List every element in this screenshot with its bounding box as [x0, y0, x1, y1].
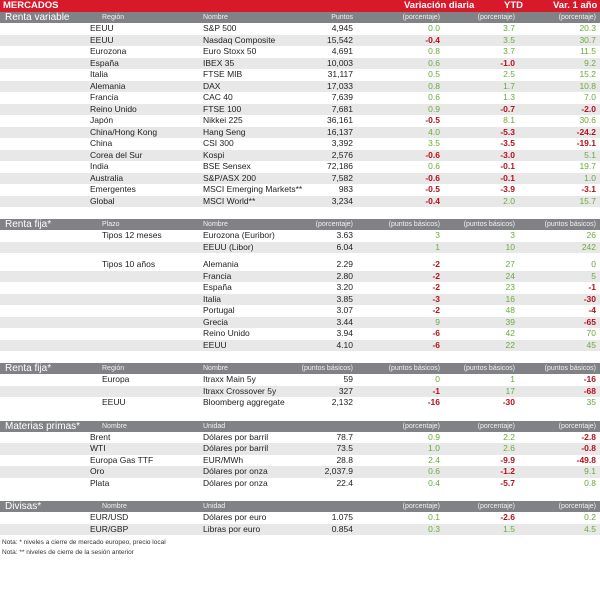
row-ytd-change: -3.9 [500, 184, 515, 194]
row-ytd-change: 23 [505, 282, 515, 292]
row-year-change: -16 [583, 374, 596, 384]
row-ytd-change: 17 [505, 385, 515, 396]
row-value: 983 [338, 184, 353, 194]
section-title: Renta fija* [5, 219, 52, 230]
row-name: FTSE 100 [203, 103, 242, 114]
row-value: 2.80 [336, 270, 353, 281]
row-value: 2.29 [336, 259, 353, 269]
row-ytd-change: 2.0 [503, 195, 515, 206]
row-daily-change: 4.0 [428, 126, 440, 137]
row-ytd-change: 10 [505, 241, 515, 252]
row-region: Europa Gas TTF [90, 454, 154, 465]
row-value: 17,033 [327, 80, 353, 91]
table-row [0, 374, 600, 386]
row-year-change: -49.8 [576, 454, 596, 465]
row-daily-change: -16 [427, 397, 440, 407]
column-header-ytd: (porcentaje) [477, 14, 515, 21]
row-region: Francia [90, 92, 119, 102]
row-value: 73.5 [336, 443, 353, 453]
row-region: Oro [90, 466, 105, 476]
row-value: 3.94 [336, 328, 353, 338]
row-ytd-change: 22 [505, 339, 515, 350]
row-daily-change: 0 [435, 374, 440, 384]
column-header-ytd: (porcentaje) [477, 503, 515, 510]
table-row [0, 305, 600, 317]
row-region: Emergentes [90, 184, 136, 194]
row-ytd-change: -0.7 [500, 103, 515, 114]
footnote: Nota: ** niveles de cierre de la sesión anterior [2, 549, 134, 556]
row-name: S&P 500 [203, 23, 237, 33]
row-name: Dólares por onza [203, 477, 268, 488]
row-region: Italia [90, 69, 108, 79]
row-value: 4,945 [331, 23, 353, 33]
row-region: India [90, 161, 109, 171]
column-header-daily: (porcentaje) [402, 422, 440, 430]
row-daily-change: -3 [432, 293, 440, 304]
row-region: China [90, 138, 113, 148]
table-row [0, 271, 600, 283]
row-ytd-change: 2.2 [503, 431, 515, 442]
row-ytd-change: -30 [502, 397, 515, 407]
table-row [0, 512, 600, 524]
column-header-name: Nombre [203, 365, 228, 372]
table-row [0, 443, 600, 455]
col-daily-header: Variación diaria [404, 0, 475, 11]
row-year-change: 15.2 [579, 69, 596, 79]
row-name: Libras por euro [203, 523, 261, 534]
row-year-change: 0 [591, 259, 596, 269]
column-header-region: Región [102, 14, 125, 21]
row-year-change: -2.0 [581, 103, 596, 114]
column-header-region: Nombre [102, 422, 127, 430]
row-ytd-change: 39 [505, 316, 515, 327]
section-header-equity [0, 12, 600, 23]
section-title: Divisas* [5, 501, 42, 512]
row-name: DAX [203, 80, 221, 91]
row-name: Bloomberg aggregate [203, 397, 285, 407]
column-header-region: Nombre [102, 503, 127, 510]
row-ytd-change: -0.1 [500, 161, 515, 171]
table-row [0, 386, 600, 398]
row-daily-change: 0.4 [428, 477, 440, 488]
footnote: Nota: * niveles a cierre de mercado europeo, precio local [2, 539, 166, 546]
table-row [0, 184, 600, 196]
column-header-name: Unidad [203, 503, 226, 510]
row-region: EEUU [90, 34, 114, 45]
row-region: EEUU [90, 23, 114, 33]
row-name: Eurozona (Euribor) [203, 230, 275, 240]
table-row [0, 282, 600, 294]
row-value: 3,392 [331, 138, 353, 148]
col-ytd-header: YTD [504, 0, 523, 11]
row-region: Eurozona [90, 46, 127, 56]
column-header-daily: (puntos básicos) [388, 365, 440, 372]
row-value: 3.44 [336, 316, 353, 327]
row-name: IBEX 35 [203, 57, 235, 68]
row-value: 10,003 [327, 57, 353, 68]
row-ytd-change: -5.7 [500, 477, 515, 488]
row-region: Australia [90, 172, 124, 183]
row-daily-change: 0.9 [428, 103, 440, 114]
table-row [0, 478, 600, 490]
row-region: Japón [90, 115, 114, 125]
section-spacer [0, 207, 600, 219]
row-year-change: -2.8 [581, 431, 596, 442]
section-title: Materias primas* [5, 420, 81, 432]
row-ytd-change: -2.6 [500, 512, 515, 522]
row-region: España [90, 57, 119, 68]
row-ytd-change: -1.0 [500, 57, 515, 68]
row-year-change: -19.1 [576, 138, 596, 148]
row-year-change: 0.2 [584, 512, 596, 522]
row-name: S&P/ASX 200 [203, 172, 256, 183]
section-header-fixed-income-credit [0, 363, 600, 374]
row-daily-change: 0.5 [428, 69, 440, 79]
row-name: Dólares por onza [203, 466, 268, 476]
section-title: Renta fija* [5, 363, 52, 374]
row-region: Reino Unido [90, 103, 137, 114]
column-header-ytd: (puntos básicos) [463, 365, 515, 372]
row-name: Francia [203, 270, 232, 281]
row-year-change: 5 [591, 270, 596, 281]
column-header-daily: (puntos básicos) [388, 221, 440, 228]
section-title: Renta variable [5, 12, 70, 23]
row-daily-change: 0.1 [428, 512, 440, 522]
row-region: Tipos 12 meses [102, 230, 162, 240]
column-header-ytd: (porcentaje) [477, 422, 515, 430]
row-ytd-change: 3.7 [503, 23, 515, 33]
row-region: Alemania [90, 80, 126, 91]
row-ytd-change: 3.5 [503, 34, 515, 45]
row-year-change: 9.1 [584, 466, 596, 476]
row-year-change: -65 [583, 316, 596, 327]
row-daily-change: 0.0 [428, 23, 440, 33]
column-header-year: (porcentaje) [558, 422, 596, 430]
row-ytd-change: -5.3 [500, 126, 515, 137]
top-bar [0, 0, 600, 12]
row-name: CAC 40 [203, 92, 233, 102]
row-ytd-change: 8.1 [503, 115, 515, 125]
table-row [0, 173, 600, 185]
table-row [0, 455, 600, 467]
row-year-change: 7.0 [584, 92, 596, 102]
row-region: Plata [90, 477, 110, 488]
row-year-change: -3.1 [581, 184, 596, 194]
row-value: 1.075 [331, 512, 353, 522]
col-year-header: Var. 1 año [553, 0, 598, 11]
row-year-change: 19.7 [579, 161, 596, 171]
row-value: 7,639 [331, 92, 353, 102]
section-header-fixed-income-rates [0, 219, 600, 230]
table-row [0, 115, 600, 127]
row-value: 3,234 [331, 195, 353, 206]
row-daily-change: 0.6 [428, 57, 440, 68]
column-header-region: Región [102, 365, 125, 372]
row-name: EEUU (Libor) [203, 241, 254, 252]
column-header-name: Nombre [203, 14, 228, 21]
row-value: 2,132 [331, 397, 353, 407]
row-daily-change: -0.6 [425, 149, 440, 160]
row-ytd-change: 27 [505, 259, 515, 269]
row-year-change: 15.7 [579, 195, 596, 206]
column-header-year: (puntos básicos) [544, 365, 596, 372]
row-region: Corea del Sur [90, 149, 143, 160]
table-row [0, 259, 600, 271]
row-name: CSI 300 [203, 138, 234, 148]
section-spacer [0, 351, 600, 363]
row-value: 6.04 [336, 241, 353, 252]
table-row [0, 81, 600, 93]
row-daily-change: 9 [435, 316, 440, 327]
row-name: EUR/MWh [203, 454, 244, 465]
row-ytd-change: -1.2 [500, 466, 515, 476]
row-value: 2,576 [331, 149, 353, 160]
row-value: 3.85 [336, 293, 353, 304]
row-value: 3.20 [336, 282, 353, 292]
section-header-fx [0, 501, 600, 512]
row-year-change: -0.8 [581, 443, 596, 453]
row-name: BSE Sensex [203, 161, 251, 171]
table-row [0, 138, 600, 150]
row-value: 78.7 [336, 431, 353, 442]
row-daily-change: 0.6 [428, 161, 440, 171]
row-year-change: 35 [586, 397, 596, 407]
row-daily-change: 0.6 [428, 466, 440, 476]
row-daily-change: -0.5 [425, 184, 440, 194]
row-year-change: -30 [583, 293, 596, 304]
row-daily-change: -6 [432, 339, 440, 350]
row-daily-change: -0.5 [425, 115, 440, 125]
row-name: Nikkei 225 [203, 115, 243, 125]
row-daily-change: 0.8 [428, 80, 440, 91]
row-region: EEUU [102, 397, 126, 407]
row-value: 7,582 [331, 172, 353, 183]
table-row [0, 340, 600, 352]
row-year-change: 30.7 [579, 34, 596, 45]
row-value: 15,542 [327, 34, 353, 45]
row-daily-change: -2 [432, 259, 440, 269]
row-name: Reino Unido [203, 328, 250, 338]
row-name: Itraxx Crossover 5y [203, 385, 277, 396]
row-ytd-change: 3.7 [503, 46, 515, 56]
row-name: Nasdaq Composite [203, 34, 276, 45]
row-ytd-change: 24 [505, 270, 515, 281]
row-value: 28.8 [336, 454, 353, 465]
row-ytd-change: 1 [510, 374, 515, 384]
row-ytd-change: 1.5 [503, 523, 515, 534]
column-header-name: Unidad [203, 422, 226, 430]
column-header-year: (puntos básicos) [544, 221, 596, 228]
row-region: EUR/USD [90, 512, 129, 522]
row-region: Tipos 10 años [102, 259, 156, 269]
row-name: Alemania [203, 259, 239, 269]
table-row [0, 104, 600, 116]
row-name: FTSE MIB [203, 69, 243, 79]
row-value: 4,691 [331, 46, 353, 56]
row-ytd-change: 2.6 [503, 443, 515, 453]
table-row [0, 58, 600, 70]
row-year-change: 9.2 [584, 57, 596, 68]
row-year-change: 4.5 [584, 523, 596, 534]
row-value: 327 [338, 385, 353, 396]
column-header-daily: (porcentaje) [402, 14, 440, 21]
row-name: MSCI Emerging Markets** [203, 184, 303, 194]
row-value: 59 [343, 374, 353, 384]
row-name: Dólares por euro [203, 512, 267, 522]
column-header-name: Nombre [203, 221, 228, 228]
row-value: 22.4 [336, 477, 353, 488]
column-header-year: (porcentaje) [558, 503, 596, 510]
row-name: Dólares por barril [203, 443, 269, 453]
column-header-region: Plazo [102, 221, 120, 228]
row-name: Grecia [203, 316, 229, 327]
row-year-change: 45 [586, 339, 596, 350]
row-region: EUR/GBP [90, 523, 129, 534]
table-row [0, 317, 600, 329]
table-row [0, 69, 600, 81]
section-header-commodities [0, 421, 600, 432]
row-year-change: 242 [581, 241, 596, 252]
row-year-change: 10.8 [579, 80, 596, 91]
row-daily-change: -2 [432, 305, 440, 315]
table-row [0, 397, 600, 409]
row-year-change: 70 [586, 328, 596, 338]
row-ytd-change: -9.9 [500, 454, 515, 465]
row-year-change: 1.0 [584, 172, 596, 183]
table-row [0, 92, 600, 104]
row-ytd-change: -3.0 [500, 149, 515, 160]
row-value: 16,137 [327, 126, 353, 137]
row-daily-change: 1.0 [428, 443, 440, 453]
table-row [0, 242, 600, 254]
row-year-change: 30.6 [579, 115, 596, 125]
row-daily-change: 0.9 [428, 431, 440, 442]
row-ytd-change: -3.5 [500, 138, 515, 148]
table-row [0, 127, 600, 139]
row-region: Brent [90, 431, 111, 442]
row-region: China/Hong Kong [90, 126, 158, 137]
section-spacer [0, 489, 600, 501]
row-name: Hang Seng [203, 126, 246, 137]
row-year-change: 0.8 [584, 477, 596, 488]
row-value: 3.63 [336, 230, 353, 240]
row-daily-change: -0.6 [425, 172, 440, 183]
row-daily-change: -2 [432, 282, 440, 292]
row-year-change: 5.1 [584, 149, 596, 160]
section-spacer [0, 409, 600, 421]
row-daily-change: 0.3 [428, 523, 440, 534]
row-region: Global [90, 195, 115, 206]
row-name: Italia [203, 293, 221, 304]
row-name: Dólares por barril [203, 431, 269, 442]
row-daily-change: -2 [432, 270, 440, 281]
table-row [0, 150, 600, 162]
row-year-change: 11.5 [580, 46, 596, 56]
row-name: MSCI World** [203, 195, 256, 206]
row-name: Itraxx Main 5y [203, 374, 256, 384]
row-value: 3.07 [336, 305, 353, 315]
row-ytd-change: 3 [510, 230, 515, 240]
row-year-change: -1 [588, 282, 596, 292]
row-name: Euro Stoxx 50 [203, 46, 257, 56]
row-value: 7,681 [331, 103, 353, 114]
table-row [0, 23, 600, 35]
row-ytd-change: 42 [505, 328, 515, 338]
row-ytd-change: 48 [505, 305, 515, 315]
row-year-change: -68 [583, 385, 596, 396]
row-region: WTI [90, 443, 106, 453]
row-ytd-change: 16 [505, 293, 515, 304]
column-header-year: (porcentaje) [558, 14, 596, 21]
row-daily-change: 1 [435, 241, 440, 252]
table-row [0, 466, 600, 478]
row-daily-change: 3 [435, 230, 440, 240]
table-row [0, 524, 600, 536]
row-daily-change: 0.8 [428, 46, 440, 56]
column-header-value: (porcentaje) [315, 221, 353, 228]
table-row [0, 294, 600, 306]
row-name: EEUU [203, 339, 227, 350]
row-daily-change: -6 [432, 328, 440, 338]
row-ytd-change: 2.5 [503, 69, 515, 79]
footnotes [0, 538, 600, 558]
row-daily-change: -0.4 [425, 195, 440, 206]
row-ytd-change: 1.7 [503, 80, 515, 91]
row-year-change: -4 [588, 305, 596, 315]
row-daily-change: -0.4 [425, 34, 440, 45]
row-daily-change: -1 [432, 385, 440, 396]
table-row [0, 230, 600, 242]
row-ytd-change: 1.3 [503, 92, 515, 102]
row-ytd-change: -0.1 [500, 172, 515, 183]
table-row [0, 161, 600, 173]
row-year-change: 20.3 [579, 23, 596, 33]
row-value: 36,161 [327, 115, 353, 125]
column-header-daily: (porcentaje) [402, 503, 440, 510]
table-row [0, 46, 600, 58]
table-row [0, 35, 600, 47]
row-year-change: -24.2 [576, 126, 596, 137]
row-year-change: 26 [586, 230, 596, 240]
row-value: 72,186 [327, 161, 353, 171]
table-row [0, 196, 600, 208]
markets-table [0, 12, 600, 535]
row-value: 4.10 [336, 339, 353, 350]
table-row [0, 328, 600, 340]
row-daily-change: 3.5 [428, 138, 440, 148]
column-header-ytd: (puntos básicos) [463, 221, 515, 228]
column-header-value: (puntos básicos) [301, 365, 353, 372]
row-daily-change: 2.4 [428, 454, 440, 465]
row-region: Europa [102, 374, 130, 384]
column-header-value: Puntos [331, 14, 353, 21]
row-value: 2,037.9 [324, 466, 353, 476]
row-name: Portugal [203, 305, 235, 315]
row-value: 0.854 [331, 523, 353, 534]
table-row [0, 432, 600, 444]
row-name: Kospi [203, 149, 225, 160]
page-title: MERCADOS [3, 0, 59, 11]
row-value: 31,117 [327, 69, 353, 79]
row-daily-change: 0.6 [428, 92, 440, 102]
row-name: España [203, 282, 232, 292]
